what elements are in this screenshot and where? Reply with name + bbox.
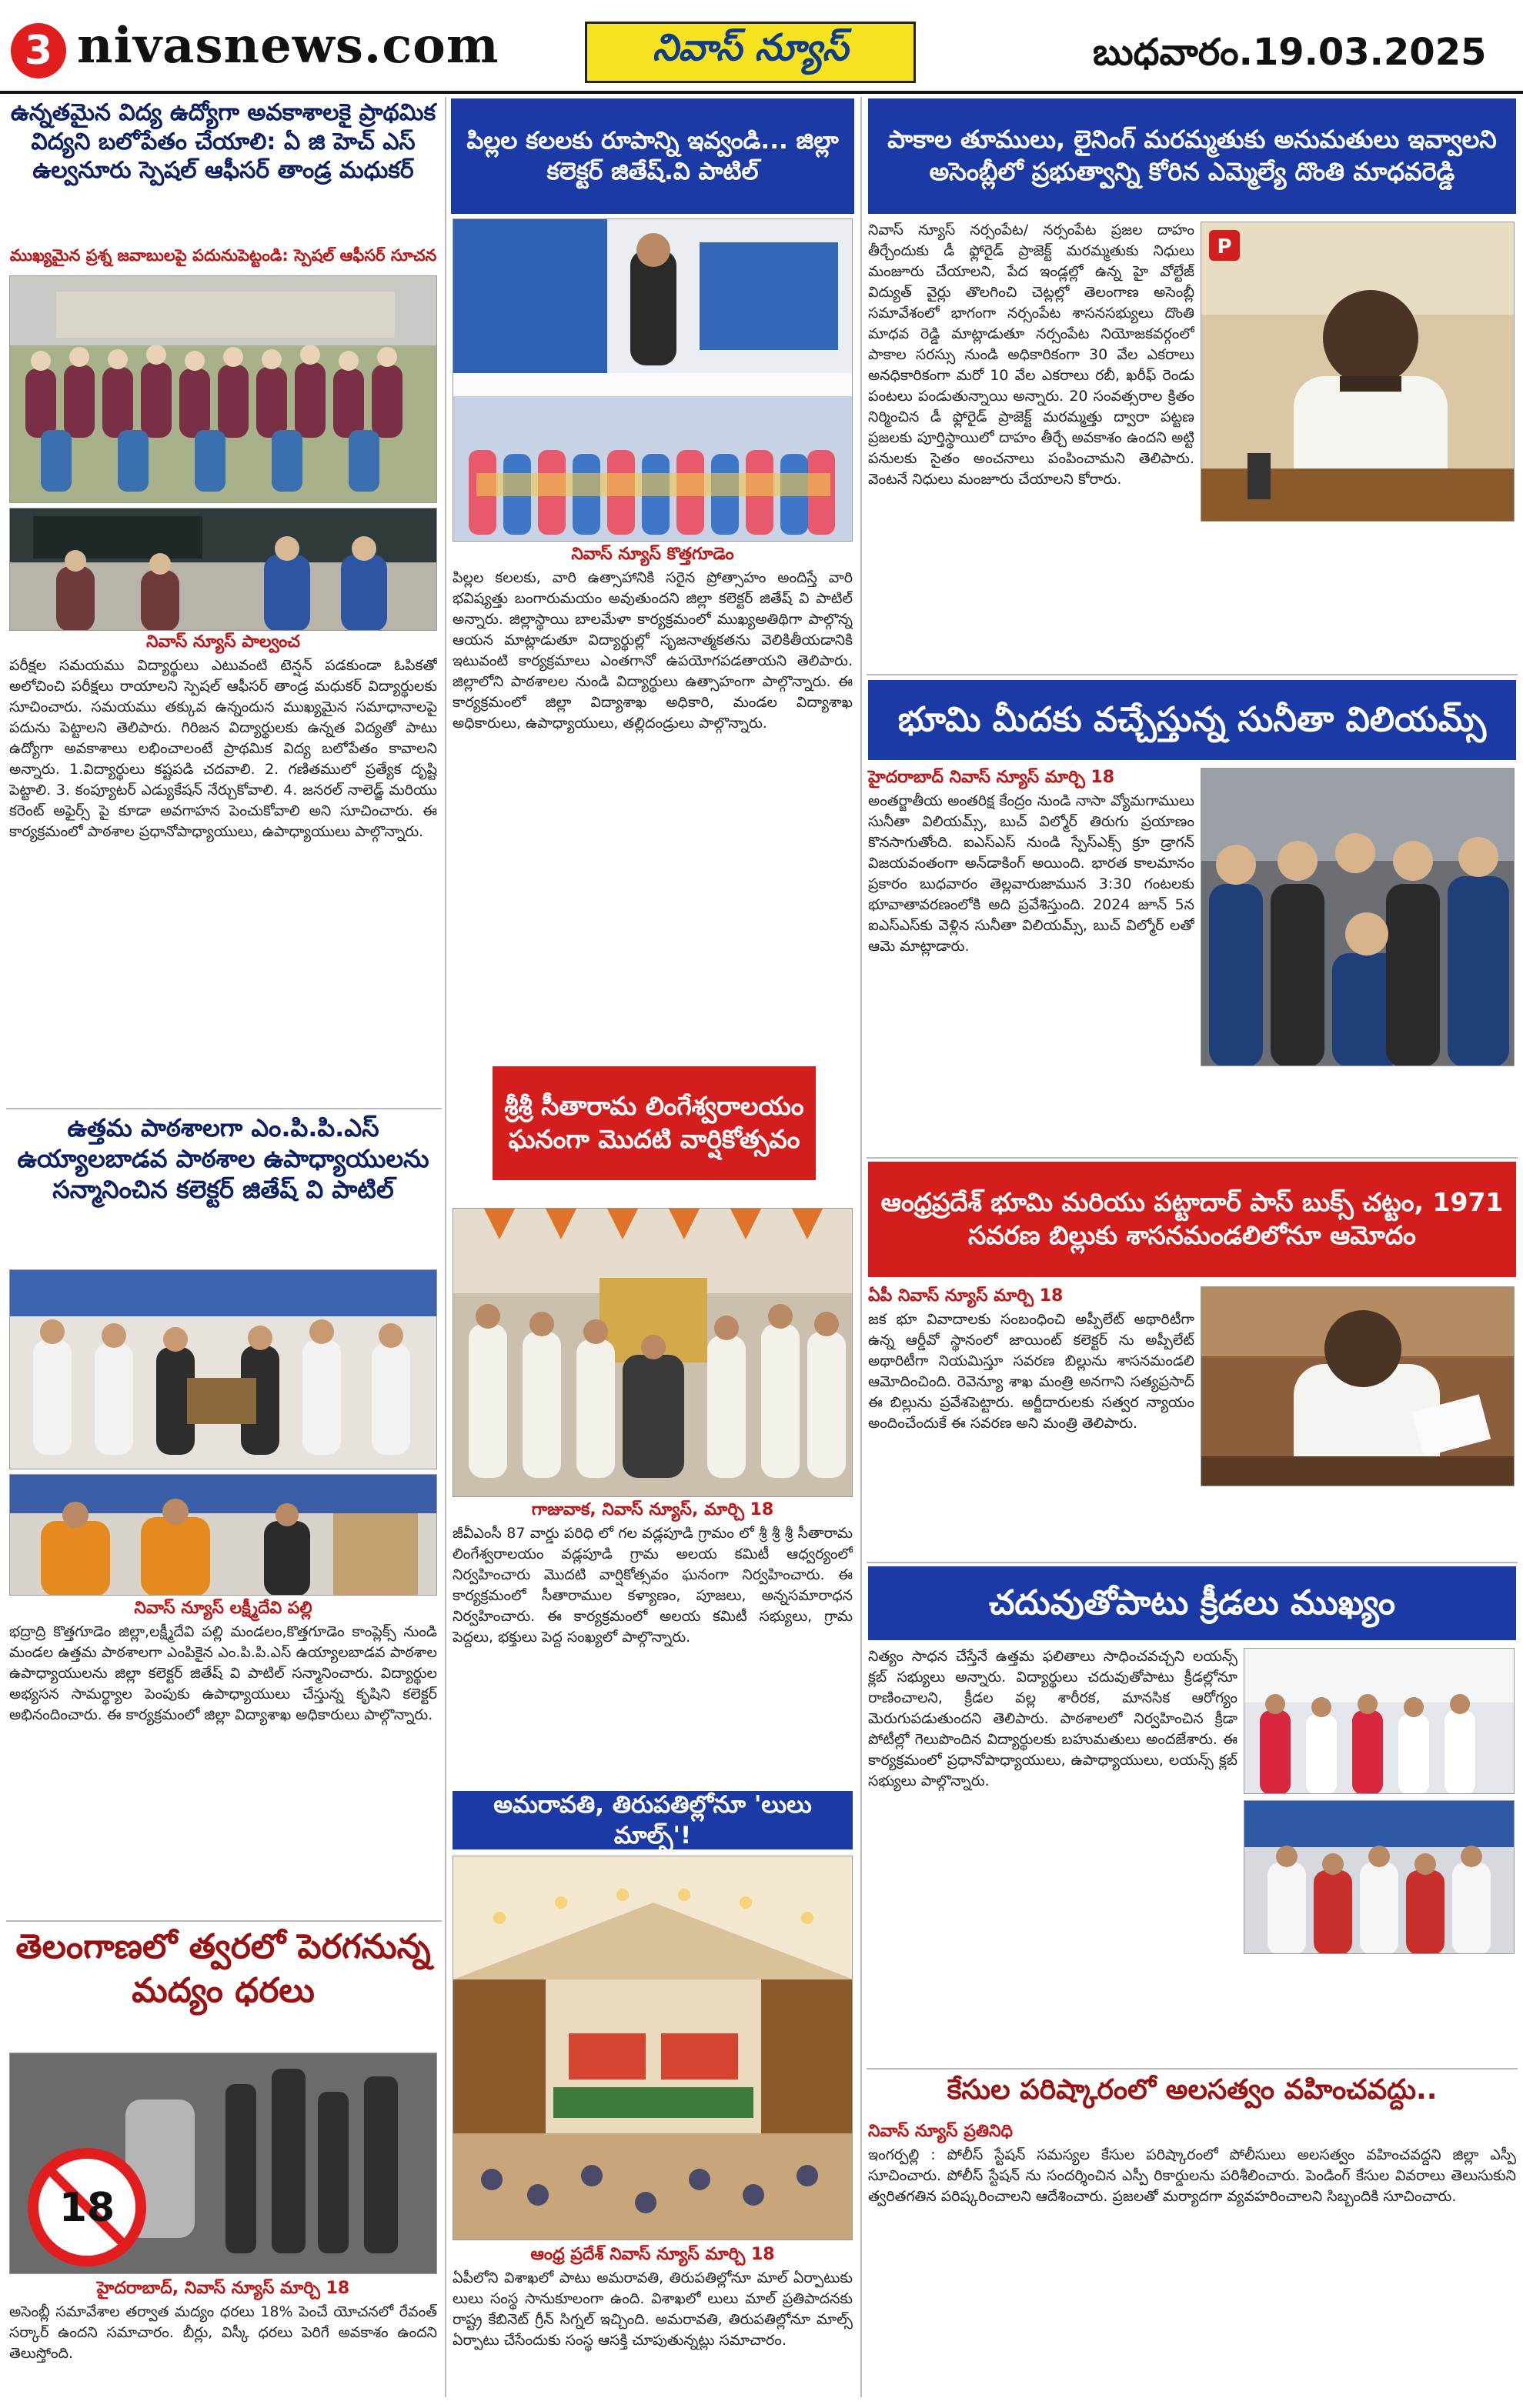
children-dreams-dateline: నివాస్ న్యూస్ కొత్తగూడెం	[571, 545, 734, 564]
sunita-photo	[1201, 768, 1515, 1066]
section-divider	[867, 674, 1518, 675]
section-divider	[6, 1108, 442, 1109]
children-dreams-headline: పిల్లల కలలకు రూపాన్ని ఇవ్వండి... జిల్లా కలెక్టర్ జితేష్.వి పాటిల్	[451, 98, 854, 214]
cases-headline: కేసుల పరిష్కారంలో అలసత్వం వహించవద్దు..	[947, 2074, 1438, 2106]
lulu-dateline: ఆంధ్ర ప్రదేశ్ నివాస్ న్యూస్ మార్చి 18	[530, 2245, 775, 2264]
sports-headline: చదువుతోపాటు క్రీడలు ముఖ్యం	[868, 1566, 1516, 1640]
svg-text:P: P	[1217, 235, 1232, 258]
lulu-body: ఏపీలోని విశాఖలో పాటు అమరావతి, తిరుపతిల్లోనూ మాల్ ఏర్పాటుకు లులు సంస్థ సానుకూలంగా ఉంది. విశాఖలో లులు మాల్ ప్రతిపాదనకు రాష్ట్ర కేబినెట్ గ్రీన్ సిగ్నల్ ఇచ్చింది. అమరావతి, తిరుపతిల్లోనూ మాల్స్ ఏర్పాటు చేసేందుకు సంస్థ ఆసక్తి చూపుతున్నట్లు సమాచారం.	[453, 2270, 853, 2349]
best-school-dateline: నివాస్ న్యూస్ లక్ష్మీదేవి పల్లి	[134, 1599, 312, 1618]
page-number-badge: 3	[11, 23, 66, 78]
masthead	[0, 0, 1523, 92]
sports-body-cont	[1244, 1959, 1515, 2062]
sports-photo-1	[1244, 1648, 1515, 1794]
liquor-body: అసెంబ్లీ సమావేశాల తర్వాత మద్యం ధరలు 18% పెంచే యోచనలో రేవంత్ సర్కార్ ఉందని సమాచారం. బీర్లు, విస్కీ ధరలు పెరిగే అవకాశం ఉందని తెలుస్తోంది.	[9, 2303, 437, 2362]
section-divider	[867, 1157, 1518, 1159]
section-divider	[867, 2068, 1518, 2069]
liquor-photo	[9, 2053, 437, 2274]
edu-officer-photo-2	[9, 508, 437, 631]
edu-officer-dateline: నివాస్ న్యూస్ పాల్వంచ	[146, 632, 300, 652]
temple-headline: శ్రీశ్రీ సీతారామ లింగేశ్వరాలయం ఘనంగా మొదటి వార్షికోత్సవం	[493, 1066, 816, 1180]
masthead-rule	[0, 91, 1523, 94]
section-divider	[867, 1562, 1518, 1563]
best-school-body: భద్రాద్రి కొత్తగూడెం జిల్లా,లక్ష్మీదేవి పల్లి మండలం,కొత్తగూడెం కాంప్లెక్స్ నుండి మండల ఉత్తమ పాఠశాలగా ఎంపికైన ఎం.పి.పి.ఎస్ ఉయ్యాలబాడవ పాఠశాల ఉపాధ్యాయులను జిల్లా కలెక్టర్ జితేష్ వి పాటిల్ సన్మానించారు. విద్యార్థుల అభ్యసన సామర్థ్యాల పెంపుకు ఉపాధ్యాయులు చేస్తున్న కృషిని కలెక్టర్ అభినందించారు. ఈ కార్యక్రమంలో జిల్లా విద్యాశాఖ అధికారులు పాల్గొన్నారు.	[9, 1623, 437, 1723]
lulu-photo	[453, 1856, 853, 2240]
lulu-headline: అమరావతి, తిరుపతిల్లోనూ 'లులు మాల్స్'!	[453, 1791, 853, 1849]
column-divider	[445, 97, 446, 2397]
cases-dateline: నివాస్ న్యూస్ ప్రతినిధి	[868, 2122, 1014, 2141]
land-act-headline: ఆంధ్రప్రదేశ్ భూమి మరియు పట్టాదార్ పాస్ బుక్స్ చట్టం, 1971 సవరణ బిల్లుకు శాసనమండలిలోనూ ఆమోదం	[868, 1162, 1516, 1277]
edu-officer-photo	[9, 275, 437, 503]
column-divider	[860, 97, 862, 2397]
svg-text:18: 18	[58, 2185, 115, 2231]
irrigation-body: నివాస్ న్యూస్ నర్సంపేట/ నర్సంపేట ప్రజల దాహం తీర్చేందుకు డీ ఫ్లోరైడ్ ప్రాజెక్ట్ మరమ్మతుకు నిధులు మంజూరు చేయాలని, పేద ఇండ్లల్లో ఉన్న హై వోల్టేజ్ విద్యుత్ వైర్లు తొలగించి చెట్లల్లో తెలంగాణ అసెంబ్లీ సమావేశంలో భాగంగా నర్సంపేట శాసనసభ్యులు దొంతి మాధవ రెడ్డి మాట్లాడుతూ నర్సంపేట నియోజకవర్గంలో పాకాల సరస్సు నుండి అధికారికంగా 30 వేల ఎకరాలు అనధికారికంగా మరో 10 వేల ఎకరాలు రబీ, ఖరీఫ్ రెండు పంటలు పండుతున్నాయి అన్నారు. 20 సంవత్సరాల క్రితం నిర్మించిన డీ ఫ్లోరైడ్ ప్రాజెక్ట్ మరమ్మత్తు ద్వారా పట్టణ ప్రజలకు పూర్తిస్థాయిలో దాహం తీర్చే అవకాశం ఉందని అట్టి పనులకు సైతం అంచనాలు పంపించామని తెలిపారు. వెంటనే నిధులు మంజూరు చేయాలని కోరారు.	[868, 222, 1194, 488]
temple-photo	[453, 1208, 853, 1497]
temple-dateline: గాజువాక, నివాస్ న్యూస్, మార్చి 18	[531, 1500, 774, 1519]
best-school-headline: ఉత్తమ పాఠశాలగా ఎం.పి.పి.ఎస్ ఉయ్యాలబాడవ పాఠశాల ఉపాధ్యాయులను సన్మానించిన కలెక్టర్ జితేష్ వి పాటిల్	[17, 1113, 429, 1204]
edu-officer-subheadline: ముఖ్యమైన ప్రశ్న జవాబులపై పదునుపెట్టండి: స్పెషల్ ఆఫీసర్ సూచన	[9, 246, 437, 265]
liquor-dateline: హైదరాబాద్, నివాస్ న్యూస్ మార్చి 18	[96, 2279, 350, 2298]
paper-name: నివాస్ న్యూస్	[585, 22, 916, 83]
issue-date: బుధవారం.19.03.2025	[1093, 31, 1487, 74]
sports-photo-2	[1244, 1800, 1515, 1954]
best-school-photo	[9, 1269, 437, 1469]
sunita-body: అంతర్జాతీయ అంతరిక్ష కేంద్రం నుండి నాసా వ్యోమగాములు సునీతా విలియమ్స్, బుచ్ విల్మోర్ తిరుగు ప్రయాణం కొనసాగుతోంది. ఐఎస్ఎస్ నుండి స్పేస్‌ఎక్స్ క్రూ డ్రాగన్ విజయవంతంగా అన్‌డాకింగ్ అయింది. భారత కాలమానం ప్రకారం బుధవారం తెల్లవారుజామున 3:30 గంటలకు భూవాతావరణంలోకి అది ప్రవేశిస్తుంది. 2024 జూన్ 5న ఐఎస్ఎస్‌కు వెళ్లిన సునీతా విలియమ్స్, బుచ్ విల్మోర్ లతో ఆమె మాట్లాడారు.	[868, 792, 1194, 955]
edu-officer-body: పరీక్షల సమయము విద్యార్థులు ఎటువంటి టెన్షన్ పడకుండా ఓపికతో అలోచించి పరీక్షలు రాయాలని స్పెషల్ ఆఫీసర్ తాండ్ర మధుకర్ విద్యార్థులకు సూచించారు. సమయము తక్కువ ఉన్నందున ముఖ్యమైన సమాధానాలపై పదును పెట్టాలని తెలిపారు. గిరిజన విద్యార్థులకు ఉన్నత విద్యతో పాటు ఉద్యోగా అవకాశాలు లభించాలంటే ప్రాథమిక విద్య బలోపేతం కావాలని అన్నారు. 1.విద్యార్థులు కష్టపడి చదవాలి. 2. గణితములో ప్రత్యేక దృష్టి పెట్టాలి. 3. కంప్యూటర్ ఎడ్యుకేషన్ నేర్చుకోవాలి. 4. జనరల్ నాలెడ్జ్ మరియు కరెంట్ అఫైర్స్ పై కూడా అవగాహన పెంచుకోవాలి అని సూచించారు. ఈ కార్యక్రమంలో పాఠశాల ప్రధానోపాధ్యాయులు, ఉపాధ్యాయులు పాల్గొన్నారు.	[9, 657, 437, 840]
cases-body: ఇంగర్పల్లి : పోలీస్ స్టేషన్ సమస్యల కేసుల పరిష్కారంలో పోలీసులు అలసత్వం వహించవద్దని జిల్లా ఎస్పీ సూచించారు. పోలీస్ స్టేషన్ ను సందర్శించిన ఎస్పీ రికార్డులను పరిశీలించారు. పెండింగ్ కేసుల వివరాలు తెలుసుకుని త్వరితగతిన పరిష్కరించాలని ఆదేశించారు. ప్రజలతో మర్యాదగా వ్యవహరించాలని సిబ్బందికి సూచించారు.	[868, 2146, 1516, 2205]
section-divider	[6, 1920, 442, 1922]
land-act-body: జక భూ వివాదాలకు సంబంధించి అప్పీలేట్ అథారిటీగా ఉన్న ఆర్డీవో స్థానంలో జాయింట్ కలెక్టర్ ను అప్పీలేట్ అథారిటీగా నియమిస్తూ సవరణ బిల్లును శాసనమండలి ఆమోదించింది. రెవెన్యూ శాఖ మంత్రి అనగాని సత్యప్రసాద్ ఈ బిల్లును ప్రవేశపెట్టారు. అర్జీదారులకు సత్వర న్యాయం అందించేందుకే ఈ సవరణ అని మంత్రి తెలిపారు.	[868, 1311, 1194, 1432]
edu-officer-headline: ఉన్నతమైన విద్య ఉద్యోగా అవకాశాలకై ప్రాథమిక విద్యని బలోపేతం చేయాలి: ఏ జి హెచ్ ఎస్ ఉల్వనూరు స్పెషల్ ఆఫీసర్ తాండ్ర మధుకర్	[10, 99, 436, 184]
children-dreams-body: పిల్లల కలలకు, వారి ఉత్సాహానికి సరైన ప్రోత్సాహం అందిస్తే వారి భవిష్యత్తు బంగారుమయం అవుతుందని జిల్లా కలెక్టర్ జితేష్ వి పాటిల్ అన్నారు. జిల్లాస్థాయి బాలమేళా కార్యక్రమంలో ముఖ్యఅతిథిగా పాల్గొన్న ఆయన మాట్లాడుతూ విద్యార్థుల్లో సృజనాత్మకతను వెలికితీయడానికి ఇటువంటి కార్యక్రమాలు ఎంతగానో ఉపయోగపడతాయని తెలిపారు. జిల్లాలోని పాఠశాలల నుండి విద్యార్థులు ఉత్సాహంగా పాల్గొన్నారు. ఈ కార్యక్రమంలో జిల్లా విద్యాశాఖ అధికారి, మండల విద్యాశాఖ అధికారులు, ఉపాధ్యాయులు, తల్లిదండ్రులు పాల్గొన్నారు.	[453, 569, 853, 732]
land-act-photo	[1201, 1286, 1515, 1486]
sports-body: నిత్యం సాధన చేస్తేనే ఉత్తమ ఫలితాలు సాధించవచ్చని లయన్స్ క్లబ్ సభ్యులు అన్నారు. విద్యార్థులు చదువుతోపాటు క్రీడల్లోనూ రాణించాలని, క్రీడల వల్ల శారీరక, మానసిక ఆరోగ్యం మెరుగుపడుతుందని తెలిపారు. పాఠశాలలో నిర్వహించిన క్రీడా పోటీల్లో గెలుపొందిన విద్యార్థులకు బహుమతులు అందజేశారు. ఈ కార్యక్రమంలో ప్రధానోపాధ్యాయులు, ఉపాధ్యాయులు, లయన్స్ క్లబ్ సభ్యులు పాల్గొన్నారు.	[868, 1648, 1237, 1789]
irrigation-body-cont	[1201, 526, 1515, 668]
sunita-body-cont	[1201, 1071, 1515, 1152]
irrigation-photo	[1201, 222, 1515, 522]
best-school-photo-2	[9, 1474, 437, 1596]
land-act-dateline: ఏపీ నివాస్ న్యూస్ మార్చి 18	[868, 1286, 1064, 1306]
liquor-headline: తెలంగాణలో త్వరలో పెరగనున్న మద్యం ధరలు	[15, 1927, 431, 2011]
temple-body: జీవీఎంసీ 87 వార్డు పరిధి లో గల వడ్లపూడి గ్రామం లో శ్రీ శ్రీ శ్రీ సీతారామ లింగేశ్వరాలయం వడ్లపూడి గ్రామ అలయ కమిటీ ఆధ్వర్యంలో నిర్వహించారు మొదటి వార్షికోత్సవం ఘనంగా నిర్వహించారు. ఈ కార్యక్రమంలో సీతారాముల కళ్యాణం, పూజలు, అన్నసమారాధన నిర్వహించారు. ఈ కార్యక్రమంలో అలయ కమిటీ సభ్యులు, గ్రామ పెద్దలు, భక్తులు పెద్ద సంఖ్యలో పాల్గొన్నారు.	[453, 1525, 853, 1646]
land-act-body-cont	[1201, 1491, 1515, 1556]
children-dreams-photo	[453, 218, 853, 542]
sunita-headline: భూమి మీదకు వచ్చేస్తున్న సునీతా విలియమ్స్	[868, 680, 1516, 760]
sunita-dateline: హైదరాబాద్ నివాస్ న్యూస్ మార్చి 18	[868, 768, 1115, 787]
irrigation-headline: పాకాల తూములు, లైనింగ్ మరమ్మతుకు అనుమతులు ఇవ్వాలని అసెంబ్లీలో ప్రభుత్వాన్ని కోరిన ఎమ్మెల్యే దొంతి మాధవరెడ్డి	[868, 98, 1516, 214]
site-name[interactable]: nivasnews.com	[77, 17, 499, 75]
